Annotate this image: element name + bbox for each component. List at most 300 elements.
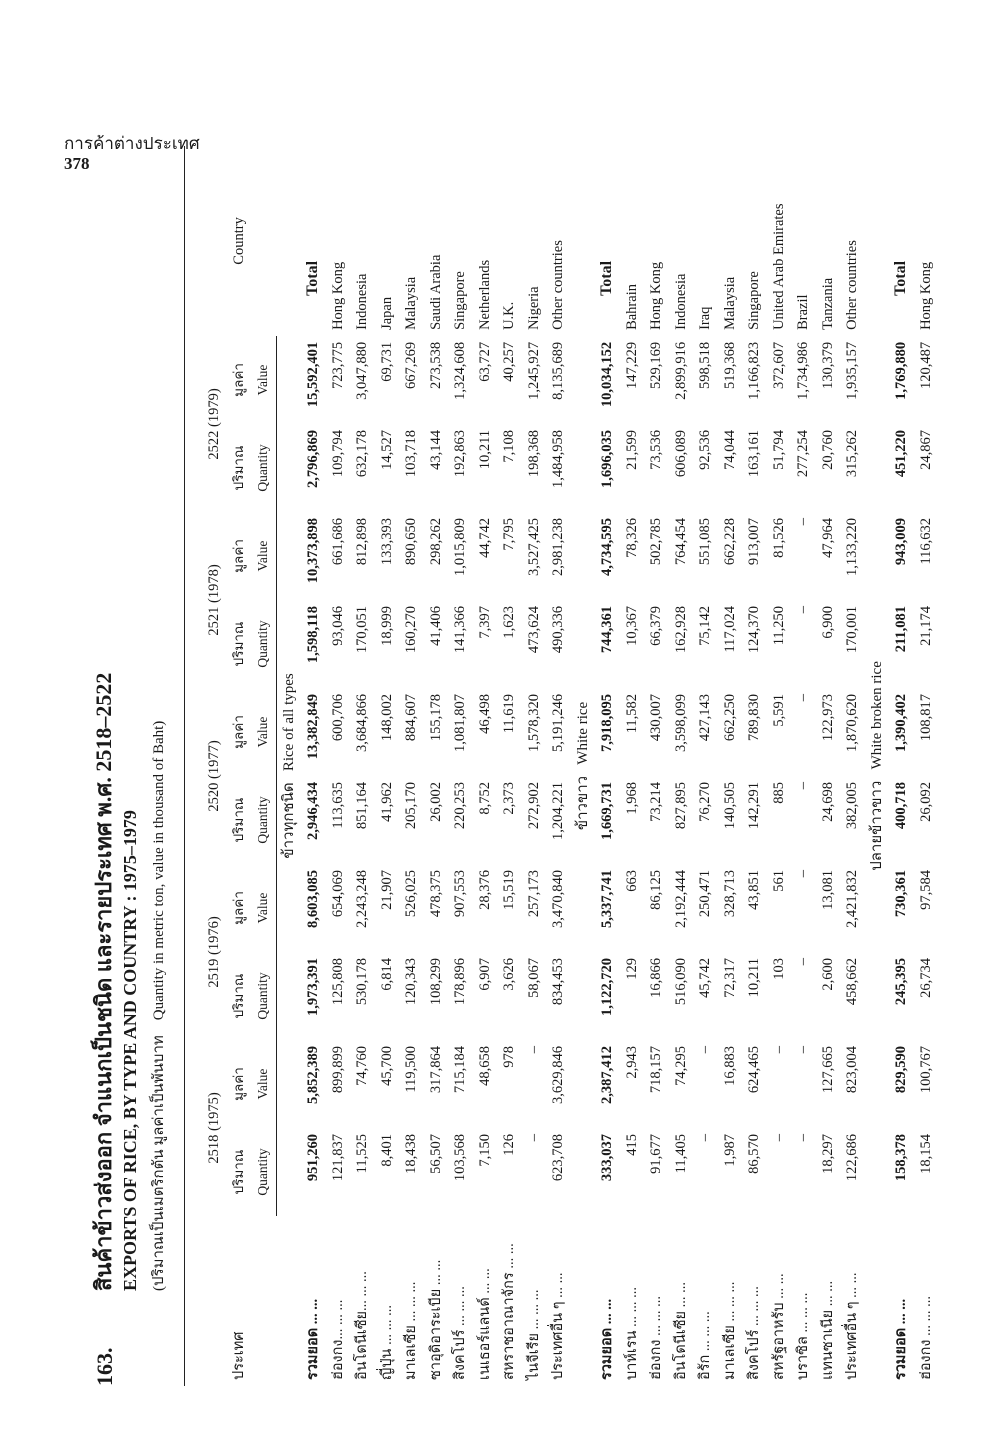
rotated-table-page bbox=[80, 146, 934, 1386]
column-header-year: 2522 (1979) bbox=[206, 388, 222, 460]
value-cell: 16,883 bbox=[721, 1045, 738, 1086]
quantity-cell: 951,260 bbox=[305, 1134, 321, 1182]
quantity-cell: 473,624 bbox=[525, 605, 542, 654]
value-cell: 667,269 bbox=[403, 341, 419, 390]
table-row bbox=[767, 146, 792, 1386]
value-label-thai: มูลค่า bbox=[230, 1067, 246, 1101]
quantity-cell: 205,170 bbox=[403, 781, 419, 830]
country-name-thai: ประเทศอื่น ๆ ... ... bbox=[844, 1272, 860, 1380]
total-row bbox=[301, 146, 326, 1386]
value-label-english: Value bbox=[255, 892, 270, 924]
quantity-cell: 516,090 bbox=[672, 957, 689, 1006]
section-title-english: White rice bbox=[574, 701, 591, 765]
value-cell: 127,665 bbox=[819, 1045, 836, 1094]
value-cell: 130,379 bbox=[819, 341, 836, 390]
value-cell: – bbox=[795, 693, 811, 702]
value-cell: 1,390,402 bbox=[893, 693, 909, 752]
units-thai: (ปริมาณเป็นเมตริกตัน มูลค่าเป็นพันบาท bbox=[151, 1035, 167, 1291]
value-cell: 5,852,389 bbox=[305, 1045, 321, 1104]
quantity-cell: 103,718 bbox=[403, 429, 419, 478]
value-cell: 13,081 bbox=[819, 869, 836, 910]
value-cell: 1,935,157 bbox=[844, 341, 860, 400]
country-name-english: Brazil bbox=[795, 294, 811, 330]
quantity-cell: 277,254 bbox=[795, 429, 811, 478]
value-cell: 1,166,823 bbox=[746, 341, 762, 400]
value-cell: 730,361 bbox=[893, 869, 909, 918]
quantity-cell: 7,108 bbox=[501, 429, 517, 463]
country-name-thai: สิงคโปร์ ... ... ... bbox=[746, 1286, 762, 1380]
page-number: 378 bbox=[64, 153, 90, 173]
quantity-cell: 490,336 bbox=[550, 605, 566, 654]
value-cell: 250,471 bbox=[697, 869, 713, 918]
table-units bbox=[146, 721, 170, 1291]
quantity-cell: 11,405 bbox=[672, 1134, 689, 1174]
value-cell: 3,047,880 bbox=[354, 341, 370, 400]
quantity-cell: 458,662 bbox=[844, 957, 860, 1006]
quantity-cell: 1,122,720 bbox=[599, 957, 615, 1016]
value-cell: 7,795 bbox=[501, 517, 517, 551]
value-cell: 47,964 bbox=[819, 517, 836, 558]
quantity-cell: 121,837 bbox=[329, 1134, 346, 1182]
quantity-cell: – bbox=[795, 1134, 811, 1142]
quantity-cell: 623,708 bbox=[550, 1134, 566, 1182]
value-cell: – bbox=[525, 1045, 542, 1054]
column-header-year: 2521 (1978) bbox=[206, 564, 222, 636]
value-cell: 2,192,444 bbox=[672, 869, 689, 928]
country-name-english: Singapore bbox=[746, 271, 762, 330]
quantity-cell: 8,401 bbox=[378, 1134, 395, 1167]
quantity-cell: 20,760 bbox=[819, 429, 836, 470]
quantity-cell: 245,395 bbox=[893, 957, 909, 1006]
value-cell: 823,004 bbox=[844, 1045, 860, 1094]
column-header-value bbox=[227, 1040, 277, 1128]
column-header-quantity bbox=[227, 1128, 277, 1216]
country-name-english: Saudi Arabia bbox=[427, 254, 444, 330]
quantity-cell: 1,623 bbox=[501, 605, 517, 639]
quantity-cell: 21,174 bbox=[917, 605, 934, 646]
country-name-english: Japan bbox=[378, 296, 395, 330]
value-cell: 3,629,846 bbox=[550, 1045, 566, 1104]
value-cell: 372,607 bbox=[770, 341, 787, 390]
quantity-cell: 113,635 bbox=[329, 781, 346, 829]
column-header-quantity bbox=[227, 424, 277, 512]
value-cell: 120,487 bbox=[917, 341, 934, 390]
quantity-cell: 3,626 bbox=[501, 957, 517, 991]
country-name-thai: ฮ่องกง ... ... ... bbox=[917, 1296, 934, 1380]
value-label-thai: มูลค่า bbox=[230, 539, 246, 573]
country-name-thai: ญี่ปุ่น ... ... ... bbox=[378, 1305, 395, 1380]
value-cell: 561 bbox=[770, 869, 787, 892]
section-heading bbox=[276, 146, 301, 1386]
section-title-thai: ปลายข้าวขาว bbox=[868, 780, 885, 871]
table-row bbox=[816, 146, 841, 1386]
country-name-english: Bahrain bbox=[623, 284, 640, 330]
country-name-thai: สหรัฐอาหรับ ... ... bbox=[770, 1273, 787, 1380]
quantity-cell: 56,507 bbox=[427, 1134, 444, 1174]
value-cell: 44,742 bbox=[476, 517, 493, 558]
table-row bbox=[718, 146, 743, 1386]
quantity-cell: 6,907 bbox=[476, 957, 493, 991]
quantity-cell: 162,928 bbox=[672, 605, 689, 654]
quantity-cell: 7,150 bbox=[476, 1134, 493, 1167]
value-cell: 598,518 bbox=[697, 341, 713, 390]
total-row bbox=[889, 146, 914, 1386]
country-name-thai: อินโดนีเซีย... ... ... bbox=[354, 1271, 370, 1380]
value-cell: 1,133,220 bbox=[844, 517, 860, 576]
value-cell: 551,085 bbox=[697, 517, 713, 566]
quantity-cell: 2,373 bbox=[501, 781, 517, 815]
value-cell: 502,785 bbox=[648, 517, 664, 566]
quantity-label-english: Quantity bbox=[255, 620, 270, 668]
value-cell: – bbox=[697, 1045, 713, 1054]
quantity-cell: 103,568 bbox=[452, 1134, 468, 1182]
value-cell: 2,243,248 bbox=[354, 869, 370, 928]
country-name-thai: ฮ่องกง ... ... ... bbox=[648, 1296, 664, 1380]
value-cell: 1,324,608 bbox=[452, 341, 468, 400]
value-label-english: Value bbox=[255, 1068, 270, 1100]
value-cell: 662,228 bbox=[721, 517, 738, 566]
value-cell: 10,373,898 bbox=[305, 517, 321, 584]
value-cell: 317,864 bbox=[427, 1045, 444, 1094]
section-title-thai: ข้าวทุกชนิด bbox=[280, 782, 297, 859]
quantity-label-thai: ปริมาณ bbox=[230, 797, 246, 843]
quantity-cell: 93,046 bbox=[329, 605, 346, 646]
quantity-cell: 141,366 bbox=[452, 605, 468, 654]
quantity-label-thai: ปริมาณ bbox=[230, 973, 246, 1019]
quantity-cell: – bbox=[525, 1134, 542, 1142]
quantity-cell: 834,453 bbox=[550, 957, 566, 1006]
value-cell: 21,907 bbox=[378, 869, 395, 910]
quantity-cell: 10,367 bbox=[623, 605, 640, 646]
quantity-cell: 120,343 bbox=[403, 957, 419, 1006]
country-name-thai: อินโดนีเซีย ... ... bbox=[672, 1281, 689, 1380]
quantity-cell: 744,361 bbox=[599, 605, 615, 654]
quantity-cell: 11,525 bbox=[354, 1134, 370, 1174]
value-cell: 8,603,085 bbox=[305, 869, 321, 928]
country-name-thai: เนเธอร์แลนด์ ... ... bbox=[476, 1268, 493, 1380]
quantity-cell: 2,796,869 bbox=[305, 429, 321, 488]
value-cell: 943,009 bbox=[893, 517, 909, 566]
country-name-thai: มาเลเซีย ... ... ... bbox=[403, 1281, 419, 1380]
value-cell: 97,584 bbox=[917, 869, 934, 910]
value-cell: 119,500 bbox=[403, 1045, 419, 1093]
country-name-english: Other countries bbox=[550, 240, 566, 330]
value-cell: 913,007 bbox=[746, 517, 762, 566]
column-header-value bbox=[227, 336, 277, 424]
quantity-cell: 885 bbox=[770, 781, 787, 804]
table-row bbox=[840, 146, 865, 1386]
table-row bbox=[522, 146, 547, 1386]
quantity-cell: 18,297 bbox=[819, 1134, 836, 1174]
value-cell: 11,582 bbox=[623, 693, 640, 734]
quantity-cell: 1,973,391 bbox=[305, 957, 321, 1016]
value-cell: 48,658 bbox=[476, 1045, 493, 1086]
value-cell: 8,135,689 bbox=[550, 341, 566, 400]
value-cell: 257,173 bbox=[525, 869, 542, 918]
value-cell: 100,767 bbox=[917, 1045, 934, 1094]
value-label-english: Value bbox=[255, 716, 270, 748]
quantity-cell: 2,600 bbox=[819, 957, 836, 991]
value-cell: 147,229 bbox=[623, 341, 640, 390]
quantity-cell: 140,505 bbox=[721, 781, 738, 830]
quantity-cell: 8,752 bbox=[476, 781, 493, 815]
country-name-english: Malaysia bbox=[721, 276, 738, 330]
quantity-cell: 125,808 bbox=[329, 957, 346, 1006]
quantity-cell: 192,863 bbox=[452, 429, 468, 478]
quantity-cell: – bbox=[770, 1134, 787, 1142]
value-cell: 718,157 bbox=[648, 1045, 664, 1094]
value-cell: 2,899,916 bbox=[672, 341, 689, 400]
table-row bbox=[448, 146, 473, 1386]
column-header-country-thai: ประเทศ bbox=[230, 1331, 247, 1380]
value-cell: 2,387,412 bbox=[599, 1045, 615, 1104]
section-heading bbox=[571, 146, 596, 1386]
country-name-thai: รวมยอด ... ... bbox=[305, 1298, 321, 1380]
table-row bbox=[693, 146, 718, 1386]
value-cell: 3,470,840 bbox=[550, 869, 566, 928]
top-rule bbox=[184, 146, 185, 1386]
quantity-cell: 126 bbox=[501, 1134, 517, 1156]
table-row bbox=[914, 146, 939, 1386]
quantity-label-english: Quantity bbox=[255, 1148, 270, 1196]
value-cell: 2,943 bbox=[623, 1045, 640, 1079]
value-cell: – bbox=[795, 1045, 811, 1054]
quantity-label-english: Quantity bbox=[255, 796, 270, 844]
value-cell: 40,257 bbox=[501, 341, 517, 382]
country-name-thai: ซาอุดิอาระเบีย ... ... bbox=[427, 1259, 444, 1380]
table-title-thai: สินค้าข้าวส่งออก จำแนกเป็นชนิด และรายประเทศ พ.ศ. 2518–2522 bbox=[91, 672, 116, 1291]
value-label-thai: มูลค่า bbox=[230, 891, 246, 925]
value-cell: 899,899 bbox=[329, 1045, 346, 1094]
country-name-thai: สหราชอาณาจักร ... ... bbox=[501, 1243, 517, 1380]
section-title-thai: ข้าวขาว bbox=[574, 775, 591, 831]
value-cell: 764,454 bbox=[672, 517, 689, 566]
quantity-cell: 220,253 bbox=[452, 781, 468, 830]
quantity-label-thai: ปริมาณ bbox=[230, 621, 246, 667]
value-cell: 812,898 bbox=[354, 517, 370, 566]
quantity-cell: 2,946,434 bbox=[305, 781, 321, 840]
country-name-english: Hong Kong bbox=[648, 261, 664, 330]
value-cell: 3,684,866 bbox=[354, 693, 370, 752]
table-row bbox=[399, 146, 424, 1386]
table-row bbox=[644, 146, 669, 1386]
country-name-thai: บาห์เรน ... ... ... bbox=[623, 1286, 640, 1380]
quantity-cell: 1,598,118 bbox=[305, 605, 321, 664]
quantity-cell: 117,024 bbox=[721, 605, 738, 653]
quantity-cell: 45,742 bbox=[697, 957, 713, 998]
section-heading bbox=[865, 146, 890, 1386]
value-cell: 624,465 bbox=[746, 1045, 762, 1094]
quantity-cell: 18,999 bbox=[378, 605, 395, 646]
value-cell: 116,632 bbox=[917, 517, 934, 565]
quantity-cell: 66,379 bbox=[648, 605, 664, 646]
column-header-quantity bbox=[227, 776, 277, 864]
quantity-cell: 75,142 bbox=[697, 605, 713, 646]
country-name-thai: ฮ่องกง... ... ... bbox=[329, 1299, 346, 1380]
table-row bbox=[375, 146, 400, 1386]
quantity-cell: 415 bbox=[623, 1134, 640, 1156]
value-label-english: Value bbox=[255, 540, 270, 572]
value-cell: 2,421,832 bbox=[844, 869, 860, 928]
value-cell: 829,590 bbox=[893, 1045, 909, 1094]
quantity-label-thai: ปริมาณ bbox=[230, 1149, 246, 1195]
column-header-year: 2518 (1975) bbox=[206, 1092, 222, 1164]
quantity-cell: 6,814 bbox=[378, 957, 395, 991]
quantity-cell: 41,406 bbox=[427, 605, 444, 646]
value-cell: 28,376 bbox=[476, 869, 493, 910]
value-cell: 43,851 bbox=[746, 869, 762, 910]
value-cell: 13,382,849 bbox=[305, 693, 321, 760]
value-cell: 661,686 bbox=[329, 517, 346, 566]
value-cell: 662,250 bbox=[721, 693, 738, 742]
country-name-english: Nigeria bbox=[525, 286, 542, 330]
quantity-cell: 315,262 bbox=[844, 429, 860, 478]
quantity-label-english: Quantity bbox=[255, 444, 270, 492]
quantity-cell: 76,270 bbox=[697, 781, 713, 822]
quantity-cell: 74,044 bbox=[721, 429, 738, 470]
column-header-year: 2520 (1977) bbox=[206, 740, 222, 812]
quantity-cell: 1,669,731 bbox=[599, 781, 615, 840]
value-cell: 45,700 bbox=[378, 1045, 395, 1086]
country-name-thai: ประเทศอื่น ๆ ... ... bbox=[550, 1272, 566, 1380]
value-cell: 148,002 bbox=[378, 693, 395, 742]
table-row bbox=[326, 146, 351, 1386]
quantity-cell: 14,527 bbox=[378, 429, 395, 470]
quantity-cell: 24,867 bbox=[917, 429, 934, 470]
value-label-english: Value bbox=[255, 364, 270, 396]
quantity-cell: 109,794 bbox=[329, 429, 346, 478]
value-label-thai: มูลค่า bbox=[230, 363, 246, 397]
value-cell: 5,191,246 bbox=[550, 693, 566, 752]
quantity-cell: 124,370 bbox=[746, 605, 762, 654]
value-cell: 10,034,152 bbox=[599, 341, 615, 408]
quantity-cell: – bbox=[795, 605, 811, 614]
quantity-cell: 26,734 bbox=[917, 957, 934, 998]
quantity-cell: 170,051 bbox=[354, 605, 370, 654]
quantity-cell: 606,089 bbox=[672, 429, 689, 478]
country-name-english: U.K. bbox=[501, 301, 517, 330]
quantity-cell: 198,368 bbox=[525, 429, 542, 478]
country-name-english: Hong Kong bbox=[329, 261, 346, 330]
value-cell: 3,527,425 bbox=[525, 517, 542, 576]
value-cell: 978 bbox=[501, 1045, 517, 1068]
country-name-english: Malaysia bbox=[403, 276, 419, 330]
country-name-english: Tanzania bbox=[819, 277, 836, 330]
quantity-cell: 1,987 bbox=[721, 1134, 738, 1167]
value-cell: 600,706 bbox=[329, 693, 346, 742]
quantity-cell: 160,270 bbox=[403, 605, 419, 654]
quantity-cell: 18,154 bbox=[917, 1134, 934, 1174]
quantity-cell: 632,178 bbox=[354, 429, 370, 478]
value-cell: 86,125 bbox=[648, 869, 664, 910]
value-cell: 427,143 bbox=[697, 693, 713, 742]
country-name-english: Other countries bbox=[844, 240, 860, 330]
value-cell: 108,817 bbox=[917, 693, 934, 742]
value-cell: 654,069 bbox=[329, 869, 346, 918]
table-row bbox=[669, 146, 694, 1386]
value-cell: 1,245,927 bbox=[525, 341, 542, 400]
country-name-thai: รวมยอด ... ... bbox=[599, 1298, 615, 1380]
quantity-cell: 1,696,035 bbox=[599, 429, 615, 488]
column-header-year: 2519 (1976) bbox=[206, 916, 222, 988]
quantity-label-english: Quantity bbox=[255, 972, 270, 1020]
value-cell: 1,734,986 bbox=[795, 341, 811, 400]
value-cell: 723,775 bbox=[329, 341, 346, 390]
value-cell: 663 bbox=[623, 869, 640, 892]
section-title-english: Rice of all types bbox=[280, 673, 297, 772]
quantity-cell: 170,001 bbox=[844, 605, 860, 654]
column-header-value bbox=[227, 864, 277, 952]
value-cell: 2,981,238 bbox=[550, 517, 566, 576]
country-name-thai: รวมยอด ... ... bbox=[893, 1298, 909, 1380]
units-english: Quantity in metric ton, value in thousand of Baht) bbox=[151, 720, 167, 1021]
quantity-cell: – bbox=[697, 1134, 713, 1142]
table-row bbox=[620, 146, 645, 1386]
column-header-country-english: Country bbox=[230, 217, 247, 265]
table-title-block bbox=[80, 146, 172, 1386]
quantity-cell: 158,378 bbox=[893, 1134, 909, 1182]
country-name-thai: แทนซาเนีย ... ... bbox=[819, 1280, 836, 1380]
quantity-cell: 18,438 bbox=[403, 1134, 419, 1174]
quantity-cell: 333,037 bbox=[599, 1134, 615, 1182]
value-cell: 884,607 bbox=[403, 693, 419, 742]
quantity-cell: 211,081 bbox=[893, 605, 909, 653]
quantity-cell: 1,204,221 bbox=[550, 781, 566, 840]
column-header-value bbox=[227, 688, 277, 776]
value-cell: 907,553 bbox=[452, 869, 468, 918]
quantity-cell: 530,178 bbox=[354, 957, 370, 1006]
column-header-quantity bbox=[227, 600, 277, 688]
table-row bbox=[350, 146, 375, 1386]
quantity-cell: 16,866 bbox=[648, 957, 664, 998]
column-header-quantity bbox=[227, 952, 277, 1040]
quantity-cell: 26,002 bbox=[427, 781, 444, 822]
quantity-cell: 26,092 bbox=[917, 781, 934, 822]
value-cell: – bbox=[770, 1045, 787, 1054]
value-cell: 81,526 bbox=[770, 517, 787, 558]
rice-exports-table bbox=[202, 146, 938, 1386]
value-cell: 46,498 bbox=[476, 693, 493, 734]
table-row bbox=[546, 146, 571, 1386]
quantity-cell: 163,161 bbox=[746, 429, 762, 478]
value-cell: 519,368 bbox=[721, 341, 738, 390]
value-cell: 122,973 bbox=[819, 693, 836, 742]
value-cell: 15,592,401 bbox=[305, 341, 321, 408]
quantity-cell: 1,968 bbox=[623, 781, 640, 815]
value-cell: 5,591 bbox=[770, 693, 787, 727]
quantity-cell: 178,896 bbox=[452, 957, 468, 1006]
quantity-cell: 24,698 bbox=[819, 781, 836, 822]
quantity-cell: 400,718 bbox=[893, 781, 909, 830]
value-cell: 715,184 bbox=[452, 1045, 468, 1094]
value-cell: 4,734,595 bbox=[599, 517, 615, 576]
quantity-cell: 58,067 bbox=[525, 957, 542, 998]
quantity-cell: 851,164 bbox=[354, 781, 370, 830]
quantity-cell: 73,536 bbox=[648, 429, 664, 470]
country-name-english: Singapore bbox=[452, 271, 468, 330]
quantity-cell: 827,895 bbox=[672, 781, 689, 830]
section-title: การค้าต่างประเทศ bbox=[64, 134, 200, 153]
value-cell: 890,650 bbox=[403, 517, 419, 566]
quantity-cell: 86,570 bbox=[746, 1134, 762, 1174]
quantity-cell: 10,211 bbox=[476, 429, 493, 470]
quantity-cell: 1,484,958 bbox=[550, 429, 566, 488]
value-cell: 273,538 bbox=[427, 341, 444, 390]
country-name-thai: สิงคโปร์ ... ... ... bbox=[452, 1286, 468, 1380]
quantity-cell: 43,144 bbox=[427, 429, 444, 470]
value-cell: – bbox=[795, 517, 811, 526]
table-row bbox=[742, 146, 767, 1386]
